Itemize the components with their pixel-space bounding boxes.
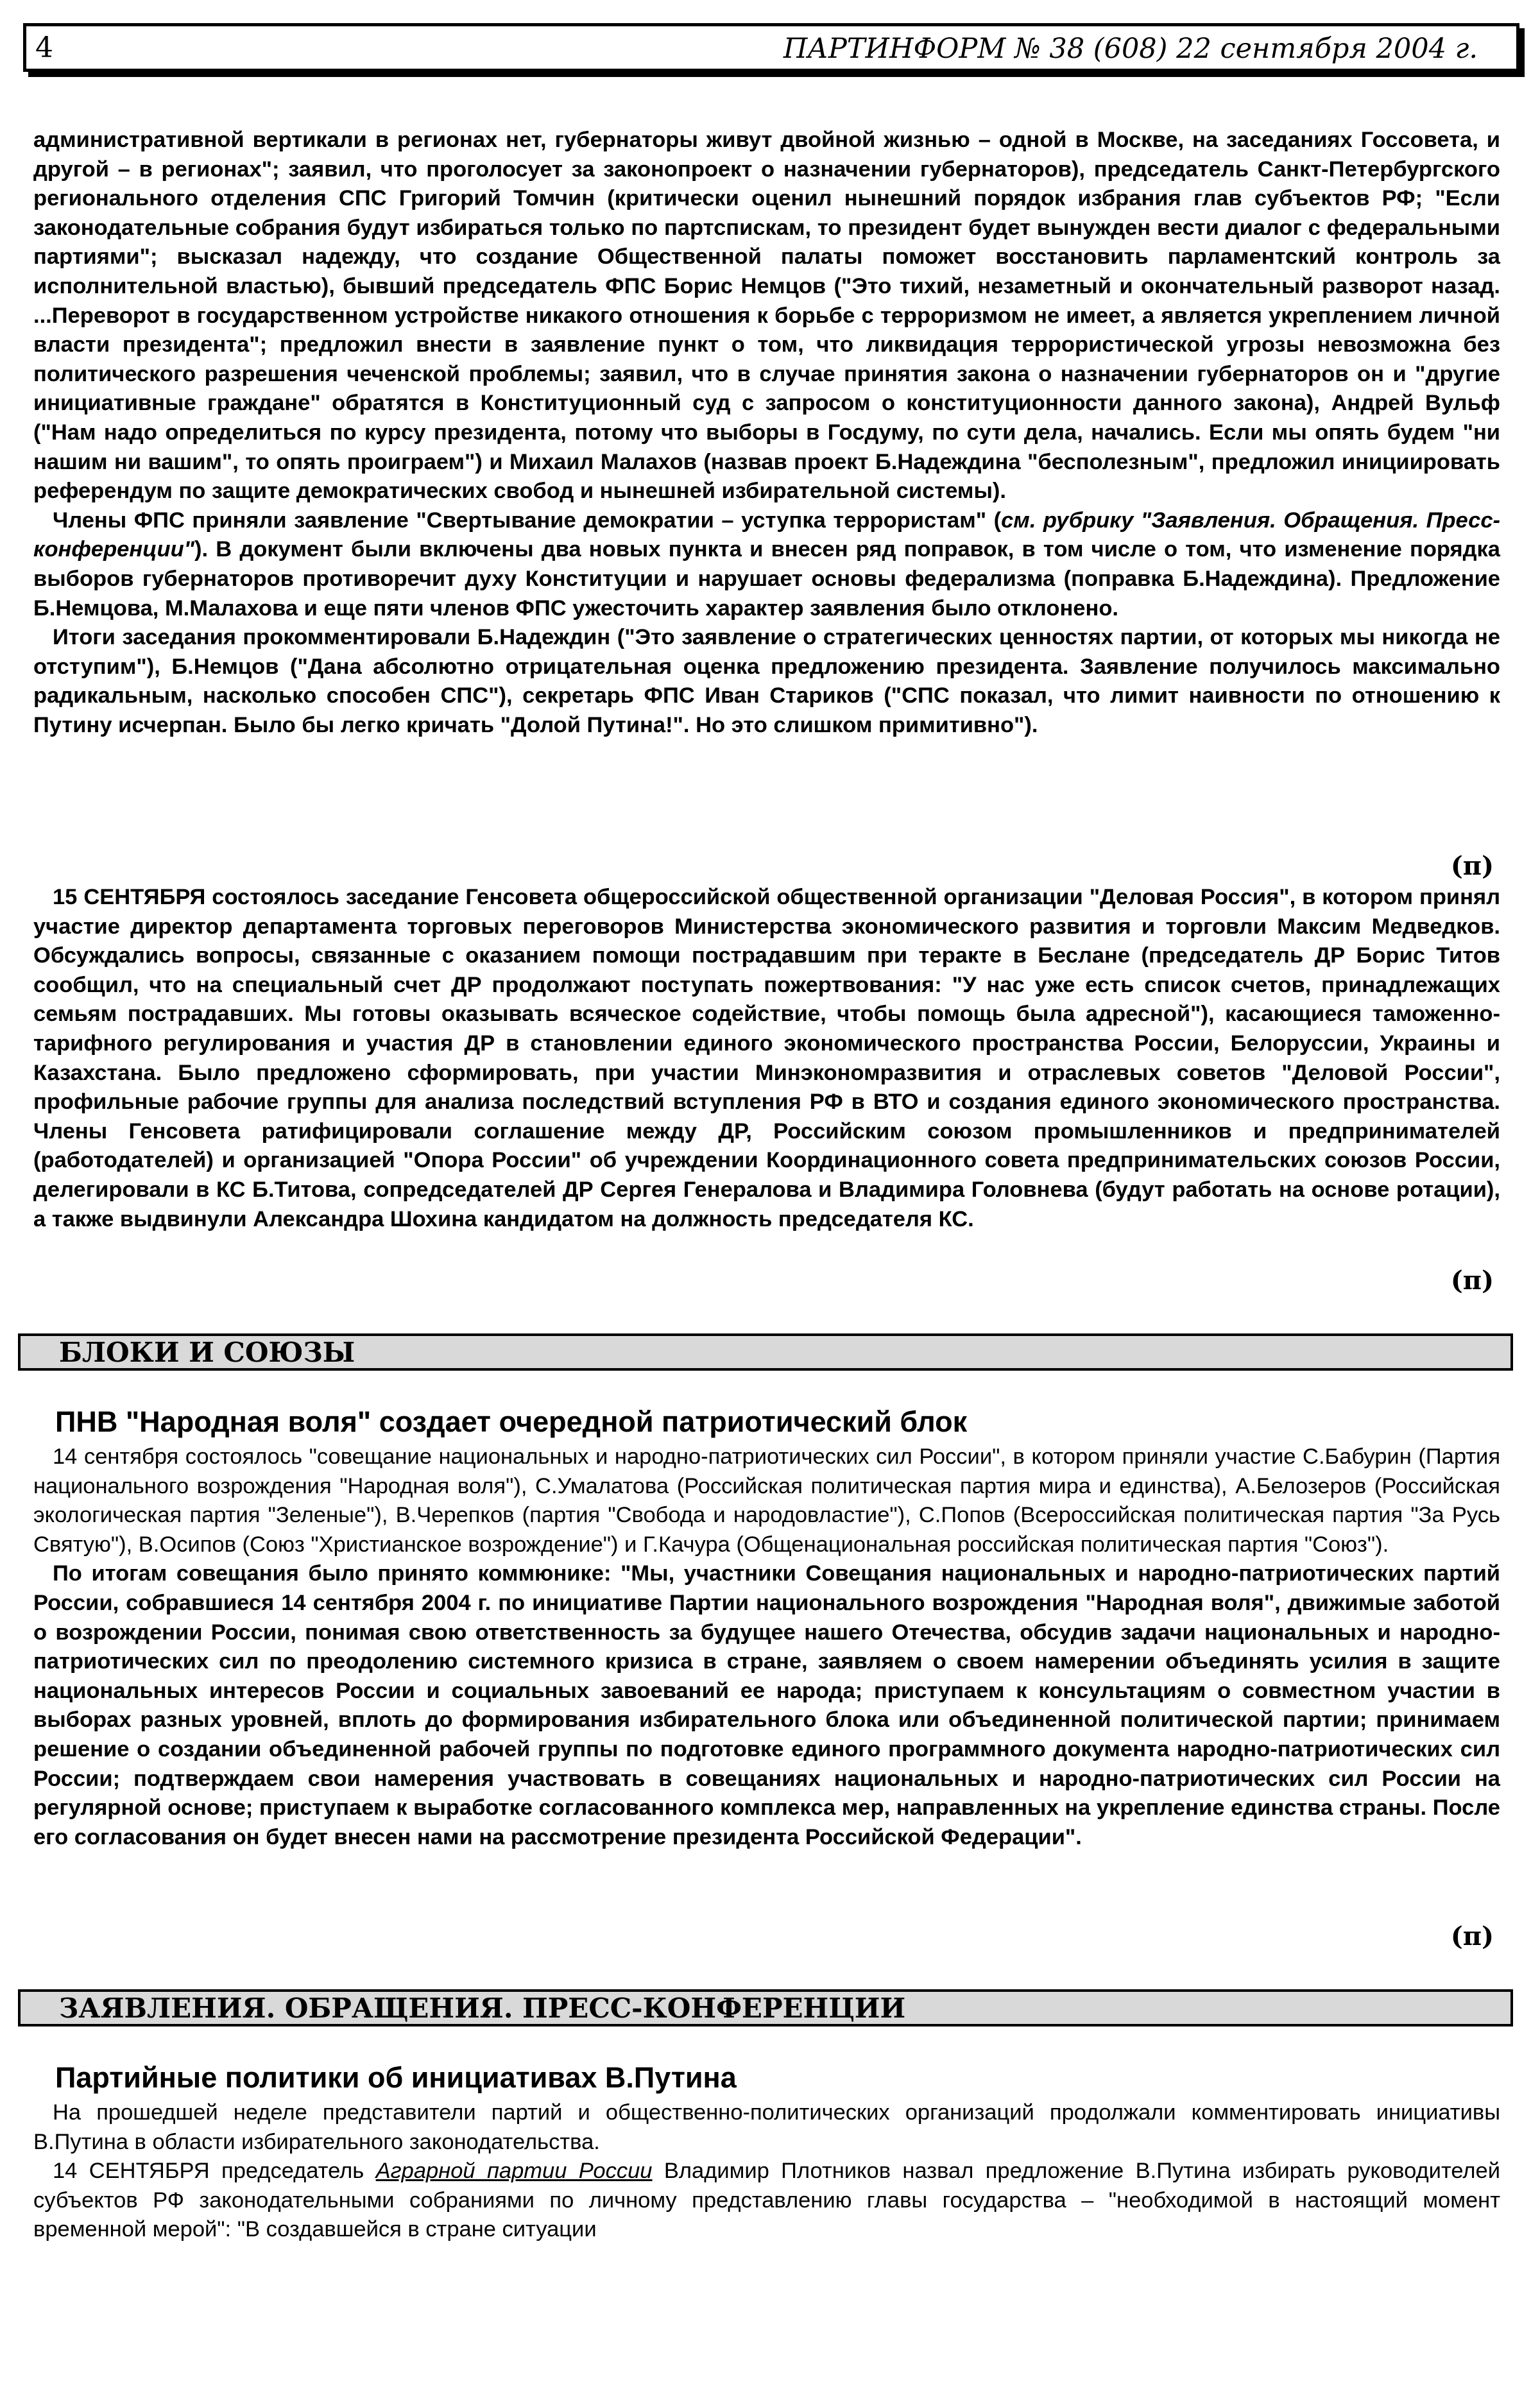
source-mark: (π)	[1450, 851, 1494, 881]
page-number: 4	[35, 31, 53, 64]
article-headline: Партийные политики об инициативах В.Путина	[55, 2061, 737, 2094]
article-headline: ПНВ "Народная воля" создает очередной патриотический блок	[55, 1405, 968, 1438]
article-body	[33, 2098, 1500, 2245]
source-mark: (π)	[1450, 1265, 1494, 1296]
section-heading: ЗАЯВЛЕНИЯ. ОБРАЩЕНИЯ. ПРЕСС-КОНФЕРЕНЦИИ	[18, 1989, 1513, 2026]
paragraph: 15 СЕНТЯБРЯ состоялось заседание Генсовета общероссийской общественной организации "Деловая Россия", в котором принял участие директор департамента торговых переговоров Министерства экономического развития и торговли Максим Медведков. Обсуждались вопросы, связанные с оказанием помощи пострадавшим при теракте в Беслане (председатель ДР Борис Титов сообщил, что на специальный счет ДР продолжают поступать пожертвования: "У нас уже есть список счетов, принадлежащих семьям пострадавших. Мы готовы оказывать всяческое содействие, чтобы помощь была адресной"), касающиеся таможенно-тарифного регулирования и участия ДР в становлении единого экономического пространства России, Белоруссии, Украины и Казахстана. Было предложено сформировать, при участии Минэкономразвития и отраслевых советов "Деловой России", профильные рабочие группы для анализа последствий вступления РФ в ВТО и создания единого экономического пространства. Члены Генсовета ратифицировали соглашение между ДР, Российским союзом промышленников и предпринимателей (работодателей) и организацией "Опора России" об учреждении Координационного совета предпринимательских союзов России, делегировали в КС Б.Титова, сопредседателей ДР Сергея Генералова и Владимира Головнева (будут работать на основе ротации), а также выдвинули Александра Шохина кандидатом на должность председателя КС.	[33, 885, 1500, 1231]
article-continuation	[33, 126, 1500, 740]
paragraph: 14 СЕНТЯБРЯ председатель Аграрной партии России Владимир Плотников назвал предложение В.Путина избирать руководителей субъектов РФ законодательными собраниями по личному представлению главы государства – "необходимой в настоящий момент временной мерой": "В создавшейся в стране ситуации	[33, 2159, 1500, 2242]
page-header	[23, 23, 1519, 72]
section-reference: см. рубрику "Заявления. Обращения. Пресс-конференции"	[33, 508, 1500, 562]
paragraph: 14 сентября состоялось "совещание национальных и народно-патриотических сил России", в котором приняли участие С.Бабурин (Партия национального возрождения "Народная воля"), С.Умалатова (Российская политическая партия мира и единства), А.Белозеров (Российская экологическая партия "Зеленые"), В.Черепков (партия "Свобода и народовластие"), С.Попов (Всероссийская политическая партия "За Русь Святую"), В.Осипов (Союз "Христианское возрождение") и Г.Качура (Общенациональная российская политическая партия "Союз").	[33, 1444, 1500, 1557]
news-item	[33, 883, 1500, 1234]
paragraph: административной вертикали в регионах нет, губернаторы живут двойной жизнью – одной в Москве, на заседаниях Госсовета, и другой – в регионах"; заявил, что проголосует за законопроект о назначении губернаторов), председатель Санкт-Петербургского регионального отделения СПС Григорий Томчин (критически оценил нынешний порядок избрания глав субъектов РФ; "Если законодательные собрания будут избираться только по партспискам, то президент будет вынужден вести диалог с федеральными партиями"; высказал надежду, что создание Общественной палаты поможет восстановить парламентский контроль за исполнительной властью), бывший председатель ФПС Борис Немцов ("Это тихий, незаметный и окончательный разворот назад. ...Переворот в государственном устройстве никакого отношения к борьбе с терроризмом не имеет, а является укреплением личной власти президента"; предложил внести в заявление пункт о том, что ликвидация террористической угрозы невозможна без политического разрешения чеченской проблемы; заявил, что в случае принятия закона о назначении губернаторов он и "другие инициативные граждане" обратятся в Конституционный суд с запросом о конституционности данного закона), Андрей Вульф ("Нам надо определиться по курсу президента, потому что выборы в Госдуму, по сути дела, начались. Если мы опять будем "ни нашим ни вашим", то опять проиграем") и Михаил Малахов (назвав проект Б.Надеждина "бесполезным", предложил инициировать референдум по защите демократических свобод и нынешней избирательной системы).	[33, 128, 1500, 504]
source-mark: (π)	[1450, 1921, 1494, 1951]
party-link[interactable]: Аграрной партии России	[375, 2159, 653, 2184]
section-heading: БЛОКИ И СОЮЗЫ	[18, 1333, 1513, 1371]
publication-title: ПАРТИНФОРМ № 38 (608) 22 сентября 2004 г.	[783, 33, 1478, 65]
paragraph: Члены ФПС приняли заявление "Свертывание демократии – уступка террористам" (см. рубрику "Заявления. Обращения. Пресс-конференции"). В документ были включены два новых пункта и внесен ряд поправок, в том числе о том, что изменение порядка выборов губернаторов противоречит духу Конституции и нарушает основы федерализма (поправка Б.Надеждина). Предложение Б.Немцова, М.Малахова и еще пяти членов ФПС ужесточить характер заявления было отклонено.	[33, 508, 1500, 621]
paragraph: По итогам совещания было принято коммюнике: "Мы, участники Совещания национальных и народно-патриотических партий России, собравшиеся 14 сентября 2004 г. по инициативе Партии национального возрождения "Народная воля", движимые заботой о возрождении России, понимая свою ответственность за будущее нашего Отечества, обсудив задачи национальных и народно-патриотических сил по преодолению системного кризиса в стране, заявляем о своем намерении объединять усилия в защите национальных интересов России и социальных завоеваний ее народа; приступаем к консультациям о совместном участии в выборах разных уровней, вплоть до формирования избирательного блока или объединенной политической партии; принимаем решение о создании объединенной рабочей группы по подготовке единого программного документа народно-патриотических сил России; подтверждаем свои намерения участвовать в совещаниях национальных и народно-патриотических сил России на регулярной основе; приступаем к выработке согласованного комплекса мер, направленных на укрепление единства страны. После его согласования он будет внесен нами на рассмотрение президента Российской Федерации".	[33, 1561, 1500, 1849]
paragraph: На прошедшей неделе представители партий и общественно-политических организаций продолжали комментировать инициативы В.Путина в области избирательного законодательства.	[33, 2100, 1500, 2154]
article-body	[33, 1443, 1500, 1852]
paragraph: Итоги заседания прокомментировали Б.Надеждин ("Это заявление о стратегических ценностях партии, от которых мы никогда не отступим"), Б.Немцов ("Дана абсолютно отрицательная оценка предложению президента. Заявление получилось максимально радикальным, насколько способен СПС"), секретарь ФПС Иван Стариков ("СПС показал, что лимит наивности по отношению к Путину исчерпан. Было бы легко кричать "Долой Путина!". Но это слишком примитивно").	[33, 625, 1500, 737]
